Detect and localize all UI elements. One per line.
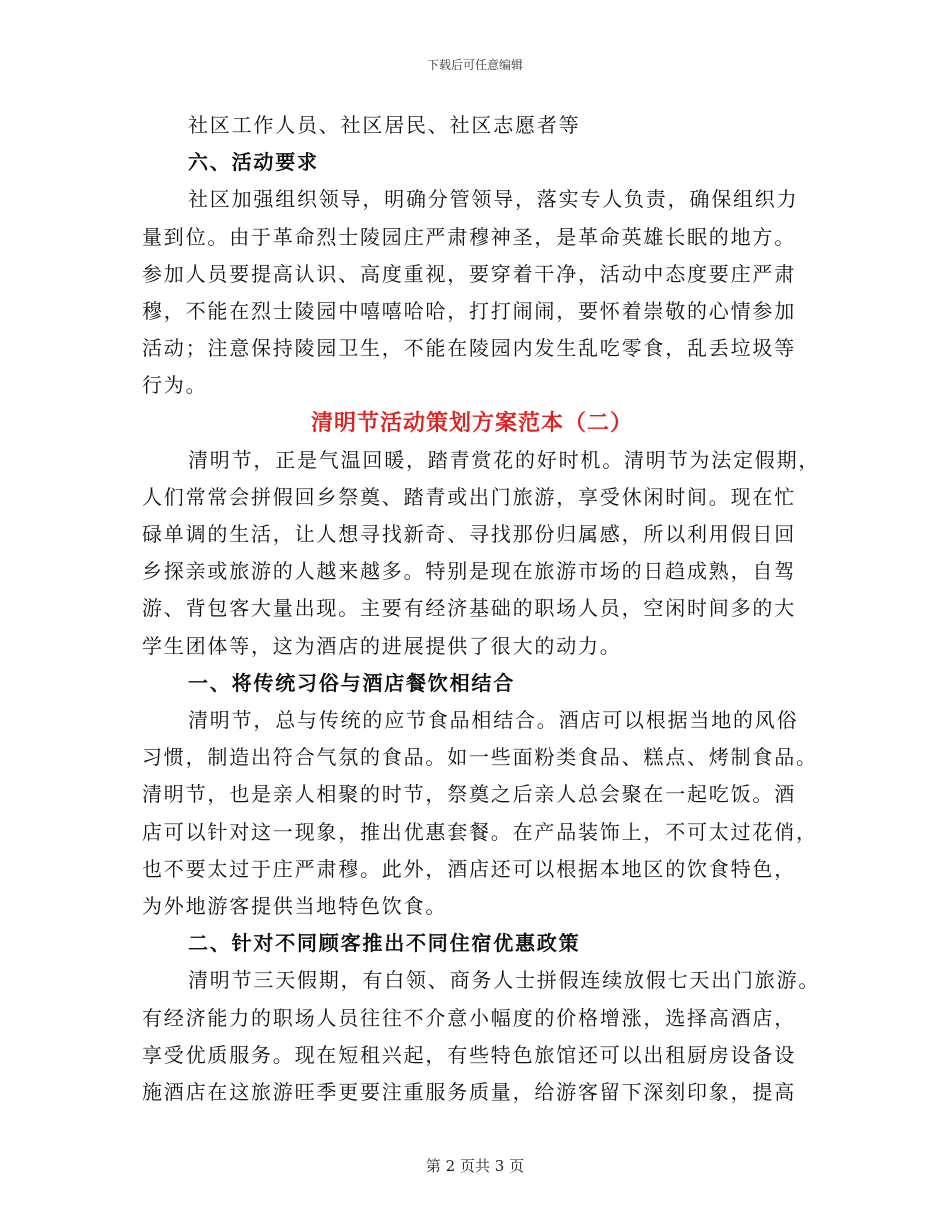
- paragraph-start-line: 社区加强组织领导，明确分管领导，落实专人负责，确保组织力: [188, 187, 799, 212]
- text-line: 店可以针对这一现象，推出优惠套餐。在产品装饰上，不可太过花俏，: [142, 819, 818, 844]
- text-line: 习惯，制造出符合气氛的食品。如一些面粉类食品、糕点、烤制食品。: [142, 745, 818, 770]
- text-line: 量到位。由于革命烈士陵园庄严肃穆神圣，是革命英雄长眠的地方。: [142, 224, 796, 249]
- text-line: 享受优质服务。现在短租兴起，有些特色旅馆还可以出租厨房设备设: [142, 1042, 796, 1067]
- text-line: 参加人员要提高认识、高度重视，要穿着干净，活动中态度要庄严肃: [142, 261, 796, 286]
- paragraph-start-line: 清明节，总与传统的应节食品相结合。酒店可以根据当地的风俗: [188, 708, 799, 732]
- section-heading: 二、针对不同顾客推出不同住宿优惠政策: [188, 931, 581, 956]
- text-line: 游、背包客大量出现。主要有经济基础的职场人员，空闲时间多的大: [142, 596, 796, 621]
- text-line: 活动；注意保持陵园卫生，不能在陵园内发生乱吃零食，乱丢垃圾等: [142, 336, 796, 361]
- text-line: 学生团体等，这为酒店的进展提供了很大的动力。: [142, 633, 622, 658]
- text-line: 穆，不能在烈士陵园中嘻嘻哈哈，打打闹闹，要怀着崇敬的心情参加: [142, 298, 796, 323]
- text-line: 行为。: [142, 373, 208, 398]
- text-line: 也不要太过于庄严肃穆。此外，酒店还可以根据本地区的饮食特色，: [142, 856, 796, 881]
- paragraph-start-line: 清明节，正是气温回暖，踏青赏花的好时机。清明节为法定假期，: [188, 447, 821, 472]
- paragraph-start-line: 清明节三天假期，有白领、商务人士拼假连续放假七天出门旅游。: [188, 968, 821, 993]
- section-heading: 一、将传统习俗与酒店餐饮相结合: [188, 670, 515, 695]
- page-header: 下载后可任意编辑: [426, 58, 523, 72]
- text-line: 人们常常会拼假回乡祭奠、踏青或出门旅游，享受休闲时间。现在忙: [142, 484, 796, 509]
- document-body: [142, 107, 821, 1111]
- paragraph-start-line: 社区工作人员、社区居民、社区志愿者等: [188, 113, 581, 137]
- text-line: 有经济能力的职场人员往往不介意小幅度的价格增涨，选择高酒店，: [142, 1005, 796, 1030]
- text-line: 为外地游客提供当地特色饮食。: [142, 893, 448, 918]
- section-heading: 六、活动要求: [188, 150, 319, 175]
- text-line: 清明节，也是亲人相聚的时节，祭奠之后亲人总会聚在一起吃饭。酒: [142, 782, 796, 807]
- text-line: 碌单调的生活，让人想寻找新奇、寻找那份归属感，所以利用假日回: [142, 522, 796, 547]
- section-title: 清明节活动策划方案范本（二）: [310, 409, 633, 436]
- text-line: 施酒店在这旅游旺季更要注重服务质量，给游客留下深刻印象，提高: [142, 1079, 796, 1104]
- text-line: 乡探亲或旅游的人越来越多。特别是现在旅游市场的日趋成熟，自驾: [142, 559, 796, 584]
- page-footer: 第 2 页共 3 页: [425, 1157, 525, 1175]
